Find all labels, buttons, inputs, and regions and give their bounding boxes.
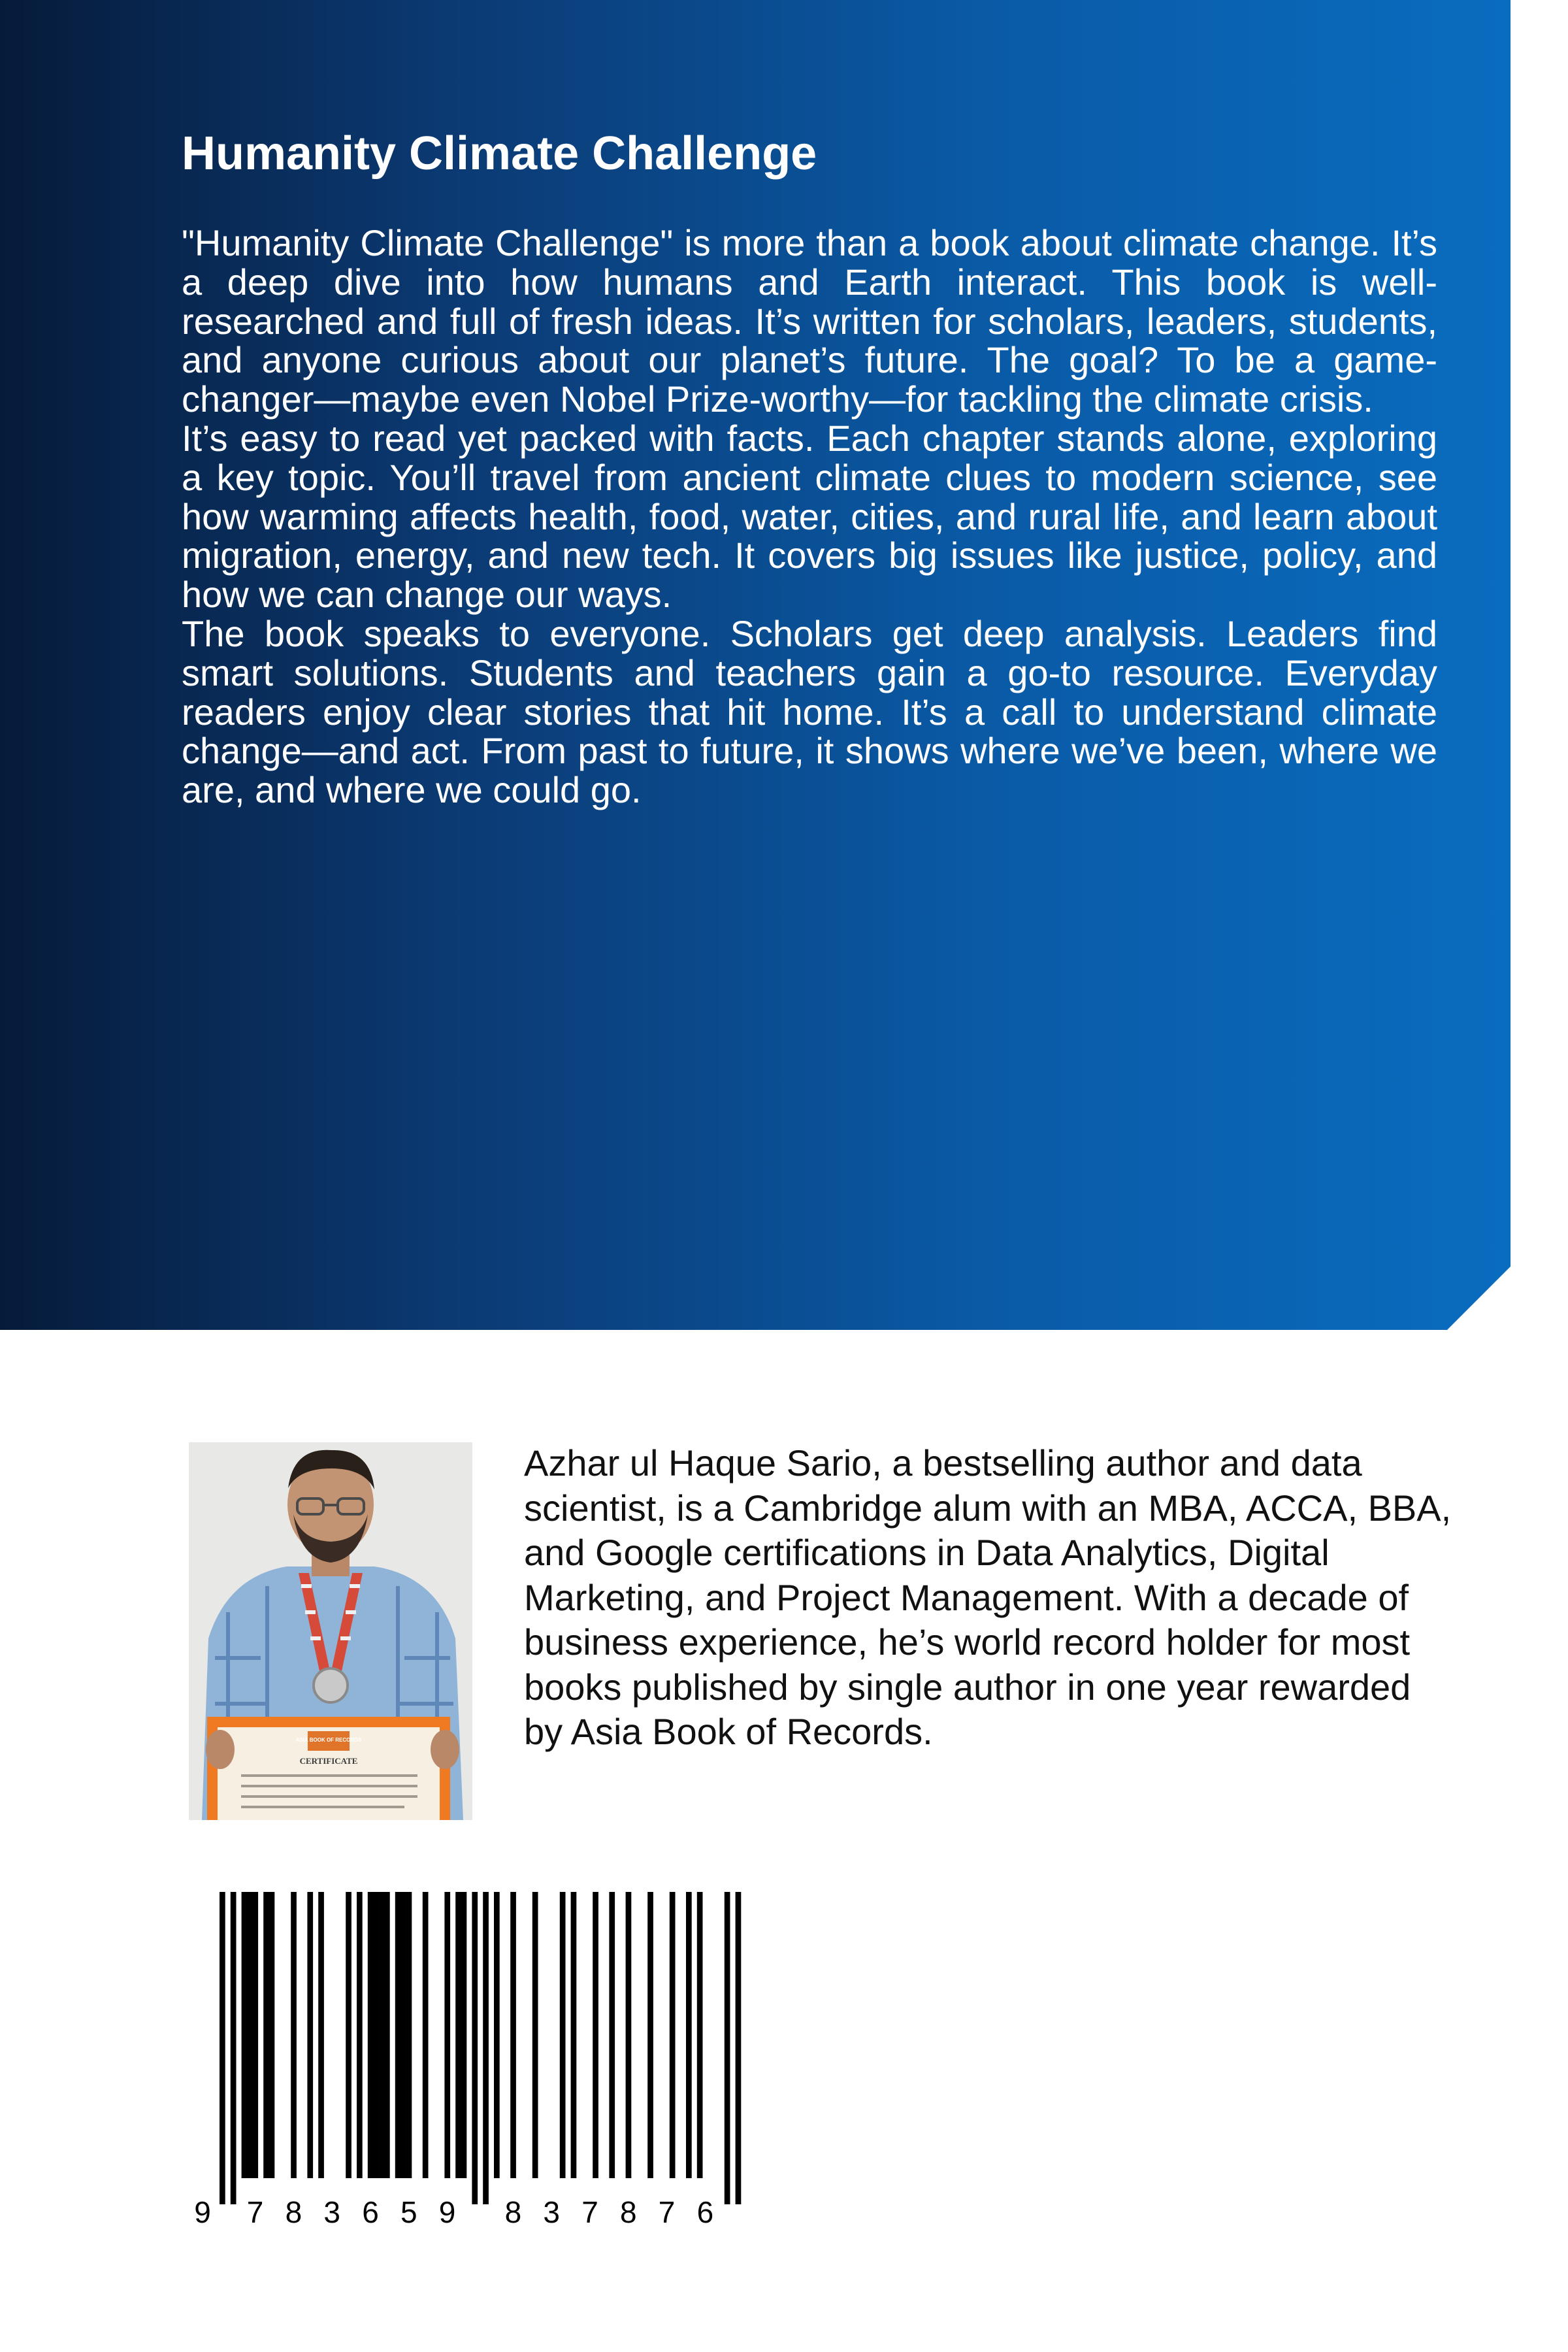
- barcode-digit: 8: [285, 2195, 302, 2227]
- barcode-bar: [593, 1892, 598, 2178]
- barcode-bars: [220, 1892, 741, 2204]
- barcode-bar: [736, 1892, 742, 2204]
- barcode-bar: [357, 1892, 363, 2178]
- barcode-graphic: [189, 1892, 748, 2227]
- barcode-digit: 7: [246, 2195, 264, 2227]
- barcode-bar: [472, 1892, 478, 2204]
- barcode-bar: [318, 1892, 324, 2178]
- barcode-bar: [263, 1892, 269, 2178]
- description-paragraph: The book speaks to everyone. Scholars get deep analysis. Leaders find smart solutions. Students and teachers gain a go-to resource. Everyday readers enjoy clear stories that hit home. It’s a call to understand climate change—and act. From past to future, it shows where we’ve been, where we are, and where we could go.: [182, 612, 1437, 811]
- barcode-digit: 9: [438, 2195, 456, 2227]
- barcode-bar: [368, 1892, 374, 2178]
- barcode-bar: [269, 1892, 275, 2178]
- barcode-digit: 3: [323, 2195, 340, 2227]
- barcode-bar: [252, 1892, 258, 2178]
- description-paragraph: "Humanity Climate Challenge" is more than a book about climate change. It’s a deep dive into how humans and Earth interact. This book is well-researched and full of fresh ideas. It’s written for scholars, leaders, students, and anyone curious about our planet’s future. The goal? To be a game-changer—maybe even Nobel Prize-worthy—for tackling the climate crisis.: [182, 222, 1437, 420]
- barcode-bar: [483, 1892, 489, 2204]
- barcode-digit: 7: [581, 2195, 598, 2227]
- barcode-bar: [220, 1892, 225, 2204]
- author-photo: [189, 1442, 472, 1820]
- barcode-bar: [697, 1892, 703, 2178]
- barcode-bar: [406, 1892, 412, 2178]
- barcode-bar: [379, 1892, 385, 2178]
- barcode-bar: [560, 1892, 566, 2178]
- description-paragraph: It’s easy to read yet packed with facts. Each chapter stands alone, exploring a key topic. You’ll travel from ancient climate clues to modern science, see how warming affects health, food, water, cities, and rural life, and learn about migration, energy, and new tech. It covers big issues like justice, policy, and how we can change our ways.: [182, 417, 1437, 616]
- barcode-digit: 5: [400, 2195, 417, 2227]
- barcode-digit: 3: [543, 2195, 560, 2227]
- barcode-digit: 9: [194, 2195, 211, 2227]
- barcode-bar: [423, 1892, 429, 2178]
- book-description: [182, 224, 1437, 810]
- barcode-digit: 6: [362, 2195, 379, 2227]
- barcode-digit-group: [194, 2195, 713, 2227]
- barcode-bar: [571, 1892, 577, 2178]
- barcode-digit: 8: [504, 2195, 522, 2227]
- barcode-bar: [395, 1892, 401, 2178]
- barcode-bar: [444, 1892, 450, 2178]
- barcode-digit: 6: [696, 2195, 714, 2227]
- barcode-bar: [725, 1892, 730, 2204]
- barcode-bar: [384, 1892, 390, 2178]
- barcode-bar: [231, 1892, 237, 2204]
- barcode-bar: [247, 1892, 253, 2178]
- barcode-bar: [494, 1892, 500, 2178]
- barcode-digit: 8: [620, 2195, 637, 2227]
- isbn-barcode: [189, 1892, 748, 2227]
- barcode-bar: [307, 1892, 313, 2178]
- certificate-badge-text: ASIA BOOK OF RECORDS: [295, 1737, 362, 1743]
- barcode-digit: 7: [658, 2195, 676, 2227]
- barcode-bar: [510, 1892, 516, 2178]
- author-bio: Azhar ul Haque Sario, a bestselling author and data scientist, is a Cambridge alum with an MBA, ACCA, BBA, and Google certifications in Data Analytics, Digital Marketing, and Project Management. With a decade of business experience, he’s world record holder for most books published by single author in one year rewarded by Asia Book of Records.: [524, 1442, 1452, 1752]
- barcode-bar: [291, 1892, 297, 2178]
- barcode-bar: [455, 1892, 461, 2178]
- barcode-bar: [373, 1892, 379, 2178]
- barcode-bar: [400, 1892, 406, 2178]
- barcode-bar: [647, 1892, 653, 2178]
- barcode-bar: [626, 1892, 632, 2178]
- author-portrait-illustration: [189, 1442, 472, 1820]
- barcode-bar: [686, 1892, 692, 2178]
- barcode-bar: [532, 1892, 538, 2178]
- barcode-bar: [670, 1892, 676, 2178]
- barcode-bar: [242, 1892, 248, 2178]
- book-title: Humanity Climate Challenge: [182, 127, 817, 180]
- barcode-bar: [609, 1892, 615, 2178]
- barcode-bar: [461, 1892, 467, 2178]
- barcode-bar: [346, 1892, 351, 2178]
- certificate-heading-text: CERTIFICATE: [299, 1756, 358, 1766]
